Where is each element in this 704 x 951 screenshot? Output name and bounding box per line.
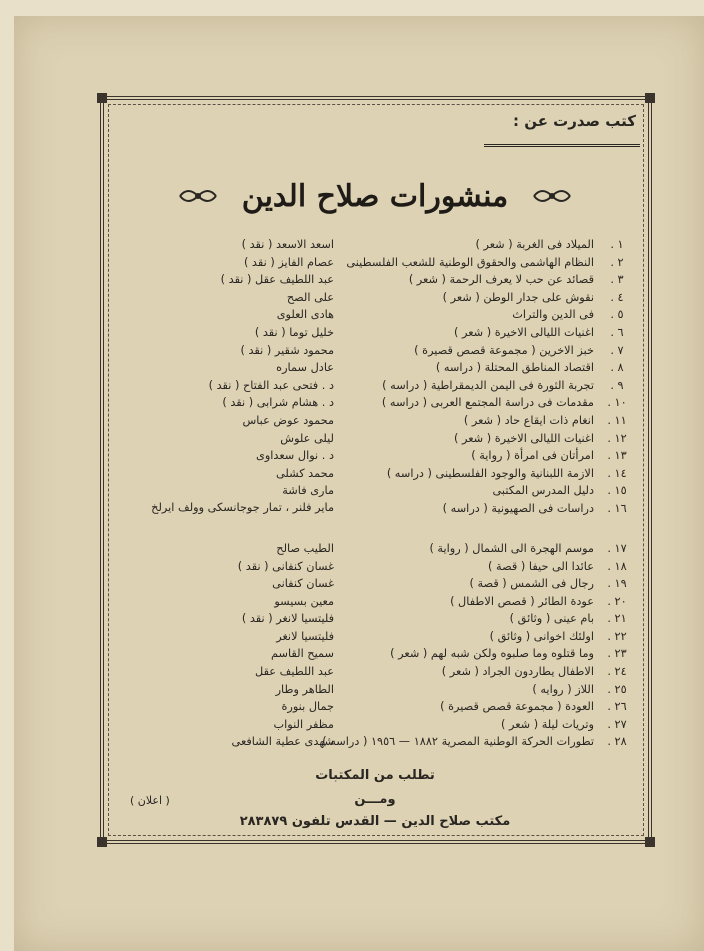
book-number: ١٤ .: [607, 466, 627, 480]
book-title: وتريات ليلة ( شعر ): [500, 717, 594, 731]
book-row: [110, 289, 640, 307]
book-author: محمد كشلى: [275, 466, 334, 480]
book-title: رجال فى الشمس ( قصة ): [469, 577, 594, 591]
book-title: العودة ( مجموعة قصص قصيرة ): [440, 700, 594, 714]
book-title: اولئك اخوانى ( وثائق ): [489, 629, 594, 643]
right-floral-ornament-icon: [532, 184, 572, 208]
book-author: عبد اللطيف عقل ( نقد ): [220, 273, 334, 287]
book-author: فليتسيا لانغر ( نقد ): [241, 612, 334, 626]
book-number: ٦ .: [610, 325, 624, 339]
book-row: [110, 324, 640, 342]
book-number: ٤ .: [610, 290, 624, 304]
corner-ornament: [97, 837, 107, 847]
book-title: موسم الهجرة الى الشمال ( رواية ): [429, 541, 594, 555]
book-title: عائدا الى حيفا ( قصة ): [488, 559, 594, 573]
book-row: [110, 645, 640, 663]
book-author: محمود شقير ( نقد ): [240, 343, 334, 357]
book-title: الميلاد فى الغربة ( شعر ): [475, 238, 594, 251]
book-author: محمود عوض عباس: [242, 413, 334, 427]
book-title: دليل المدرس المكتبى: [492, 484, 594, 498]
book-number: ١ .: [610, 238, 624, 251]
book-number: ٢٨ .: [607, 735, 627, 749]
book-row: [110, 628, 640, 646]
book-title: وما قتلوه وما صلبوه ولكن شبه لهم ( شعر ): [390, 647, 594, 661]
book-number: ٢٣ .: [607, 647, 627, 661]
book-title: انغام ذات ايقاع حاد ( شعر ): [463, 413, 594, 427]
book-number: ١٥ .: [607, 484, 627, 498]
book-title: اغنيات الليالى الاخيرة ( شعر ): [453, 431, 594, 445]
book-list: [110, 236, 640, 751]
book-row: [110, 306, 640, 324]
book-title: بام عينى ( وثائق ): [509, 612, 594, 626]
book-author: عصام الفايز ( نقد ): [243, 255, 334, 269]
book-title: تطورات الحركة الوطنية المصرية ١٨٨٢ — ١٩٥٦ ( دراسه ): [322, 735, 594, 749]
book-author: شهدى عطية الشافعى: [231, 735, 334, 749]
book-author: عبد اللطيف عقل: [255, 665, 334, 679]
publisher-title: منشورات صلاح الدين: [241, 178, 509, 214]
book-number: ١٣ .: [607, 449, 627, 463]
book-row: [110, 698, 640, 716]
book-title: النظام الهاشمى والحقوق الوطنية للشعب الفلسطينى: [346, 255, 594, 269]
book-title: اغنيات الليالى الاخيرة ( شعر ): [453, 325, 594, 339]
book-row: [110, 359, 640, 377]
book-row: [110, 465, 640, 483]
ad-label: ( اعلان ): [130, 794, 170, 807]
book-author: خليل توما ( نقد ): [254, 325, 334, 339]
book-row: [110, 412, 640, 430]
book-number: ٩ .: [610, 378, 624, 392]
book-title: امرأتان فى امرأة ( رواية ): [471, 449, 594, 463]
book-row: [110, 610, 640, 628]
left-floral-ornament-icon: [178, 184, 218, 208]
book-author: د . فتحى عبد الفتاح ( نقد ): [208, 378, 334, 392]
book-title: فى الدين والتراث: [512, 308, 594, 322]
book-author: د . نوال سعداوى: [255, 449, 334, 463]
book-number: ٢٥ .: [607, 682, 627, 696]
book-author: عادل سماره: [276, 361, 334, 375]
book-row: [110, 575, 640, 593]
book-author: جمال بنورة: [281, 700, 334, 714]
book-title: خبز الاخرين ( مجموعة قصص قصيرة ): [414, 343, 594, 357]
book-title: نقوش على جدار الوطن ( شعر ): [442, 290, 594, 304]
book-number: ١٢ .: [607, 431, 627, 445]
book-row: [110, 271, 640, 289]
book-author: الطيب صالح: [276, 541, 334, 555]
book-row: [110, 663, 640, 681]
corner-ornament: [645, 837, 655, 847]
book-author: الطاهر وطار: [275, 682, 334, 696]
book-row: [110, 540, 640, 558]
book-number: ٨ .: [610, 361, 624, 375]
book-row: [110, 430, 640, 448]
book-author: غسان كنفانى: [272, 577, 334, 591]
book-number: ٥ .: [610, 308, 624, 322]
book-author: غسان كنفانى ( نقد ): [237, 559, 334, 573]
book-number: ٢١ .: [607, 612, 627, 626]
footer-line-2: ومـــن: [354, 792, 396, 807]
book-title: الازمة اللبنانية والوجود الفلسطينى ( دراسه ): [386, 466, 594, 480]
book-number: ١١ .: [607, 413, 627, 427]
book-row: [110, 236, 640, 254]
book-title: عودة الطائر ( قصص الاطفال ): [450, 594, 594, 608]
book-title: تجربة الثورة فى اليمن الديمقراطية ( دراسه ): [382, 378, 594, 392]
book-number: ٢٧ .: [607, 717, 627, 731]
section-header: كتب صدرت عن :: [484, 112, 640, 147]
book-row: [110, 733, 640, 751]
book-number: ١٦ .: [607, 501, 627, 515]
footer-line-1: تطلب من المكتبات: [315, 768, 435, 783]
book-number: ٢٦ .: [607, 700, 627, 714]
book-row: [110, 447, 640, 465]
book-row: [110, 377, 640, 395]
book-author: ماير فلنر ، تمار جوجانسكى وولف ايرلخ: [151, 500, 334, 514]
book-row: [110, 254, 640, 272]
book-number: ١٧ .: [607, 541, 627, 555]
book-author: مظفر النواب: [273, 717, 334, 731]
book-title: قصائد عن حب لا يعرف الرحمة ( شعر ): [408, 273, 594, 287]
book-author: سميح القاسم: [270, 647, 334, 661]
publisher-title-row: [150, 168, 600, 224]
book-number: ٢٢ .: [607, 629, 627, 643]
book-row: [110, 482, 640, 500]
book-row: [110, 342, 640, 360]
book-author: معين بسيسو: [274, 594, 334, 608]
book-row: [110, 394, 640, 412]
book-row: [110, 681, 640, 699]
book-number: ٧ .: [610, 343, 624, 357]
book-row: [110, 716, 640, 734]
book-title: دراسات فى الصهيونية ( دراسه ): [442, 501, 594, 515]
corner-ornament: [645, 93, 655, 103]
book-number: ١٩ .: [607, 577, 627, 591]
book-author: ليلى علوش: [280, 431, 334, 445]
book-title: الاطفال يطاردون الجراد ( شعر ): [441, 665, 594, 679]
book-number: ٣ .: [610, 273, 624, 287]
footer-contact: مكتب صلاح الدين — القدس تلفون ٢٨٣٨٧٩: [239, 814, 511, 829]
book-number: ١٨ .: [607, 559, 627, 573]
book-author: اسعد الاسعد ( نقد ): [241, 238, 334, 251]
book-author: فليتسيا لانغر: [276, 629, 334, 643]
corner-ornament: [97, 93, 107, 103]
book-author: د . هشام شرابى ( نقد ): [222, 396, 334, 410]
book-author: مارى فاشة: [282, 484, 334, 498]
book-title: اقتصاد المناطق المحتلة ( دراسه ): [435, 361, 594, 375]
book-row: [110, 500, 640, 530]
book-number: ٢ .: [610, 255, 624, 269]
book-author: هادى العلوى: [276, 308, 334, 322]
book-row: [110, 558, 640, 576]
book-row: [110, 593, 640, 611]
book-number: ١٠ .: [607, 396, 627, 410]
book-number: ٢٠ .: [607, 594, 627, 608]
book-title: مقدمات فى دراسة المجتمع العربى ( دراسه ): [381, 396, 594, 410]
book-author: على الصح: [286, 290, 334, 304]
book-number: ٢٤ .: [607, 665, 627, 679]
book-title: اللاز ( روايه ): [532, 682, 594, 696]
